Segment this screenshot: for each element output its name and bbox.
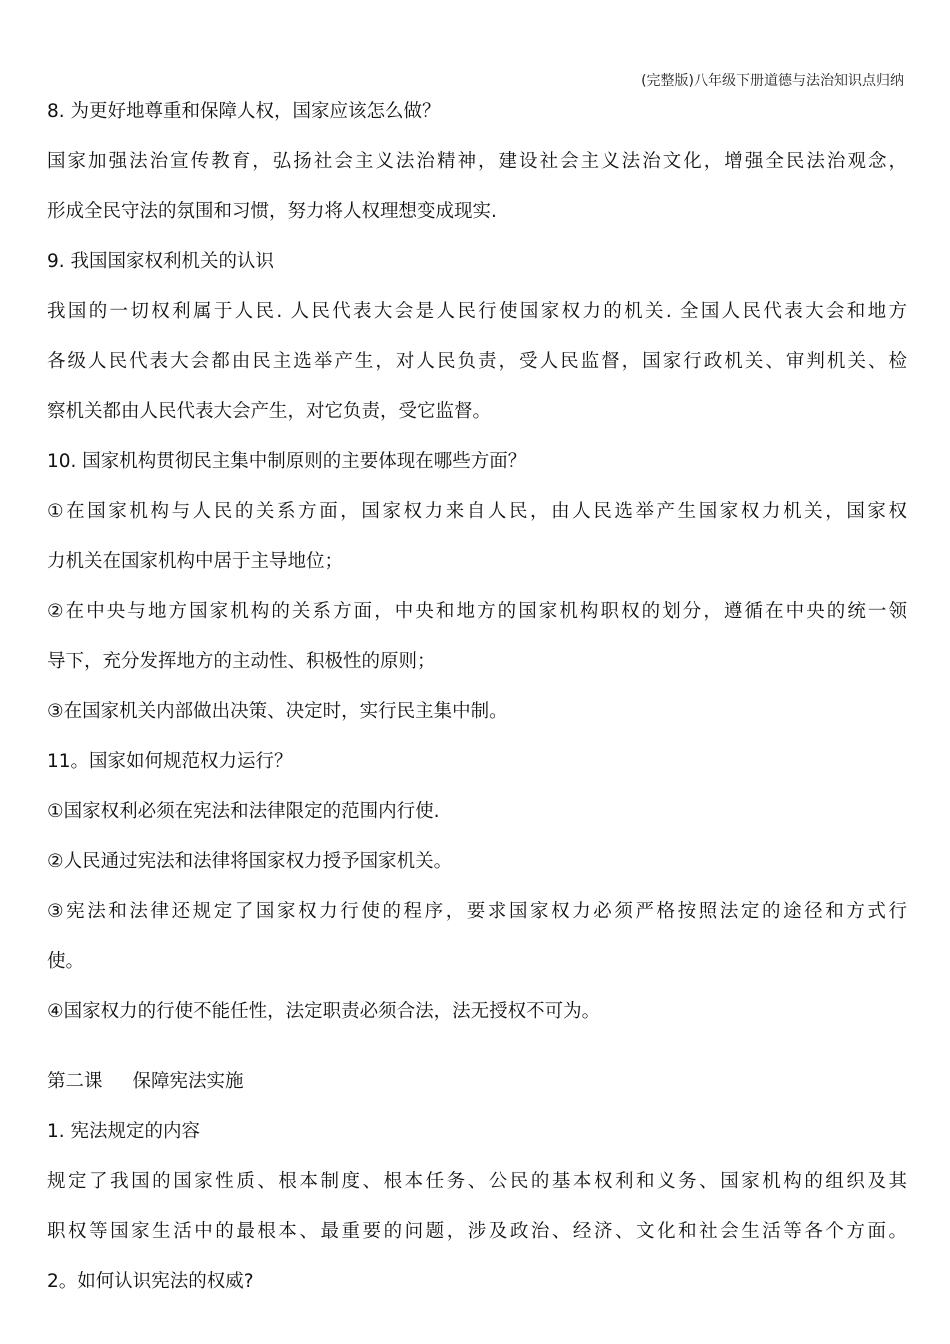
text-line: 规定了我国的国家性质、根本制度、根本任务、公民的基本权利和义务、国家机构的组织及其: [47, 1171, 907, 1192]
text-line: ③在国家机关内部做出决策、决定时，实行民主集中制。: [47, 701, 508, 722]
lesson-number: 第二课: [47, 1071, 103, 1092]
text-line: 我国的一切权利属于人民. 人民代表大会是人民行使国家权力的机关. 全国人民代表大会和地方: [47, 301, 907, 322]
text-line: 9. 我国国家权利机关的认识: [47, 251, 275, 272]
text-line: ④国家权力的行使不能任性，法定职责必须合法，法无授权不可为。: [47, 1001, 601, 1022]
running-header: (完整版)八年级下册道德与法治知识点归纳: [641, 73, 904, 89]
text-line: ②在中央与地方国家机构的关系方面，中央和地方的国家机构职权的划分，遵循在中央的统一领: [47, 601, 907, 622]
section-gap: [47, 1046, 907, 1066]
text-line: 职权等国家生活中的最根本、最重要的问题，涉及政治、经济、文化和社会生活等各个方面。: [47, 1221, 907, 1242]
text-line: 11。国家如何规范权力运行？: [47, 751, 293, 772]
text-line: 形成全民守法的氛围和习惯，努力将人权理想变成现实.: [47, 201, 497, 222]
text-line: 察机关都由人民代表大会产生，对它负责，受它监督。: [47, 401, 492, 422]
text-line: 1. 宪法规定的内容: [47, 1121, 201, 1142]
text-line: ①国家权利必须在宪法和法律限定的范围内行使.: [47, 801, 440, 822]
text-line: ③宪法和法律还规定了国家权力行使的程序，要求国家权力必须严格按照法定的途径和方式行: [47, 901, 907, 922]
lesson-title: [47, 1066, 907, 1116]
text-line: 8. 为更好地尊重和保障人权，国家应该怎么做？: [47, 101, 441, 122]
document-body: [47, 96, 907, 1316]
text-line: ②人民通过宪法和法律将国家权力授予国家机关。: [47, 851, 453, 872]
text-line: 使。: [47, 951, 85, 972]
text-line: 国家加强法治宣传教育，弘扬社会主义法治精神，建设社会主义法治文化，增强全民法治观念，: [47, 151, 907, 172]
text-line: ①在国家机构与人民的关系方面，国家权力来自人民，由人民选举产生国家权力机关，国家权: [47, 501, 907, 522]
text-line: 2。如何认识宪法的权威?: [47, 1271, 254, 1292]
text-line: 10. 国家机构贯彻民主集中制原则的主要体现在哪些方面？: [47, 451, 527, 472]
text-line: 力机关在国家机构中居于主导地位；: [47, 551, 344, 572]
text-line: 导下，充分发挥地方的主动性、积极性的原则；: [47, 651, 436, 672]
text-line: 各级人民代表大会都由民主选举产生，对人民负责，受人民监督，国家行政机关、审判机关、检: [47, 351, 907, 372]
lesson-name: 保障宪法实施: [132, 1071, 244, 1092]
